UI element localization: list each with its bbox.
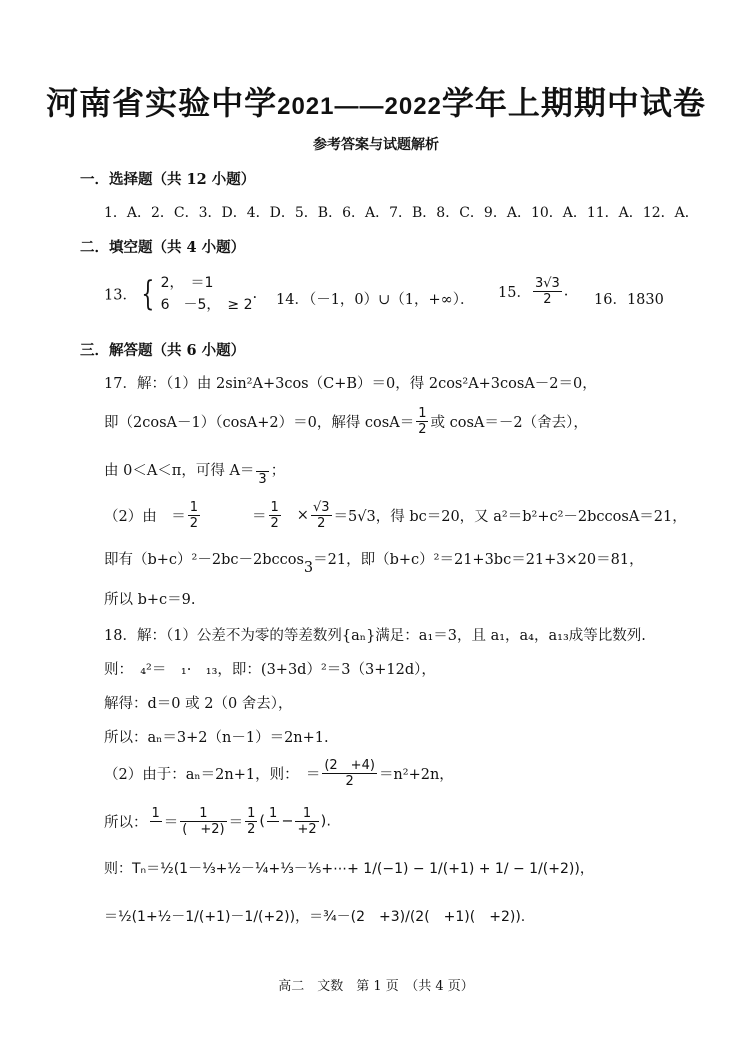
- frac-c: [245, 806, 257, 837]
- frac-a: [150, 806, 162, 837]
- frac-den: 2: [189, 516, 199, 531]
- q17-line-4-c: ×: [296, 507, 309, 524]
- q17-line-3-b: ；: [270, 463, 286, 479]
- q18-line-7: 则：Tₙ＝½(1－⅓+½－¼+⅓－⅕+⋯+ 1/(−1) − 1/(+1) + 1/ − 1/(+2))，: [104, 861, 594, 877]
- q17-half-fraction: [416, 406, 428, 437]
- q17-line-3: [104, 456, 285, 487]
- q18-line-5: [104, 758, 454, 789]
- frac-num: 1: [269, 806, 278, 821]
- q17-line-4-a: （2）由 ＝: [104, 509, 186, 525]
- page-title: [0, 78, 752, 124]
- q18-line-6: [104, 806, 331, 837]
- equals-sign: ＝: [163, 815, 179, 831]
- frac-den: +2: [297, 822, 317, 837]
- frac-d: [267, 806, 279, 837]
- q17-line-5-sub: 3: [303, 560, 314, 576]
- q17-line-1: 17．解：（1）由 2sin²A+3cos（C+B）＝0，得 2cos²A+3cosA－2＝0，: [104, 376, 597, 392]
- frac-num: 1: [295, 806, 318, 822]
- q17-line-5-a: 即有（b+c）²－2bc－2bccos: [104, 552, 304, 568]
- q16-answer: 16．1830: [594, 292, 664, 308]
- title-term: 学年上期期中试卷: [441, 84, 706, 122]
- frac-e: [295, 806, 318, 837]
- page-footer: 高二 文数 第 1 页 （共 4 页）: [278, 979, 474, 994]
- frac-num: 1: [270, 500, 279, 515]
- equals-sign: ＝: [228, 815, 244, 831]
- q15-end: .: [563, 283, 569, 300]
- q17-line-4: [104, 500, 687, 531]
- frac-num: 1: [418, 406, 427, 421]
- frac-2: [269, 500, 281, 531]
- minus-sign: −: [281, 813, 294, 830]
- q17-line-3-a: 由 0＜A＜π，可得 A＝: [104, 463, 255, 479]
- q18-line-5-a: （2）由于：aₙ＝2n+1，则： ＝: [104, 767, 321, 783]
- q17-line-2-a: 即（2cosA－1）（cosA+2）＝0，解得 cosA＝: [104, 415, 415, 431]
- q15-answer: [498, 276, 568, 307]
- section-solve-heading: 三．解答题（共 6 小题）: [80, 342, 246, 359]
- page-subtitle: 参考答案与试题解析: [313, 137, 439, 153]
- frac-den: [267, 822, 279, 837]
- sum-fraction: [322, 758, 377, 789]
- q17-line-2-b: 或 cosA＝－2（舍去），: [430, 415, 588, 431]
- frac-den: 2: [270, 516, 279, 531]
- frac-num: 1: [189, 500, 199, 515]
- frac-den: 2: [345, 774, 354, 789]
- q18-line-8: ＝½(1+½－1/(+1)－1/(+2))，＝¾－(2 +3)/(2( +1)( +2)).: [104, 909, 526, 925]
- q15-num: 3√3: [534, 276, 560, 291]
- q13-case-1: 2， ＝1: [160, 275, 214, 291]
- q17-line-2: [104, 406, 588, 437]
- paren-open: (: [259, 813, 266, 830]
- q17-line-6: 所以 b+c＝9.: [104, 592, 196, 608]
- q18-line-6-a: 所以：: [104, 815, 148, 831]
- frac-den: 2: [317, 516, 326, 531]
- q17-line-4-d: ＝5√3，得 bc＝20，又 a²＝b²+c²－2bccosA＝21，: [333, 509, 687, 525]
- choice-answers: 1．A．2．C．3．D．4．D．5．B．6．A．7．B．8．C．9．A．10．A．11．A．12．A．: [104, 205, 699, 221]
- section-choice-heading: 一．选择题（共 12 小题）: [80, 171, 256, 188]
- frac-num: [256, 456, 268, 472]
- title-school: 河南省实验中学: [46, 84, 278, 122]
- title-year: 2021——2022: [277, 93, 442, 120]
- frac-num: 1: [247, 806, 256, 821]
- q13-case-2: 6 －5， ≥ 2: [160, 297, 253, 313]
- q13-cases: [161, 272, 253, 316]
- frac-den: 2: [418, 422, 427, 437]
- q17-line-5-b: ＝21，即（b+c）²＝21+3bc＝21+3×20＝81，: [313, 552, 644, 568]
- paren-close: ).: [320, 813, 331, 830]
- section-fill-heading: 二．填空题（共 4 小题）: [80, 239, 246, 256]
- frac-num: 1: [180, 806, 226, 822]
- frac-num: √3: [312, 500, 330, 515]
- frac-num: 1: [151, 806, 160, 821]
- q14-answer: 14．（－1，0）∪（1，+∞）．: [276, 292, 475, 308]
- case-brace: {: [141, 274, 155, 314]
- q13-end: .: [252, 286, 258, 302]
- q15-fraction: [533, 276, 562, 307]
- q15-label: 15．: [498, 285, 531, 301]
- q18-line-2: 则： ₄²＝ ₁· ₁₃，即：(3+3d）²＝3（3+12d），: [104, 662, 436, 678]
- q18-line-4: 所以：aₙ＝3+2（n－1）＝2n+1.: [104, 730, 329, 746]
- q18-line-5-b: ＝n²+2n，: [378, 767, 454, 783]
- frac-den: 2: [247, 822, 256, 837]
- frac-1: [188, 500, 200, 531]
- frac-den: 3: [258, 472, 267, 487]
- frac-den: ( +2): [182, 822, 225, 837]
- q17-line-5: [104, 548, 644, 576]
- frac-num: (2 +4): [324, 758, 375, 773]
- frac-3: [311, 500, 332, 531]
- q15-den: 2: [543, 292, 552, 307]
- q18-line-1: 18．解：（1）公差不为零的等差数列{aₙ}满足：a₁＝3，且 a₁，a₄，a₁₃成等比数列.: [104, 628, 646, 644]
- q13-answer: [104, 272, 257, 316]
- q18-line-3: 解得：d＝0 或 2（0 舍去），: [104, 696, 293, 712]
- q17-line-4-b: ＝: [252, 509, 267, 525]
- frac-den: [150, 822, 162, 837]
- q17-angle-fraction: [256, 456, 268, 487]
- q13-label: 13．: [104, 287, 137, 304]
- frac-b: [180, 806, 226, 837]
